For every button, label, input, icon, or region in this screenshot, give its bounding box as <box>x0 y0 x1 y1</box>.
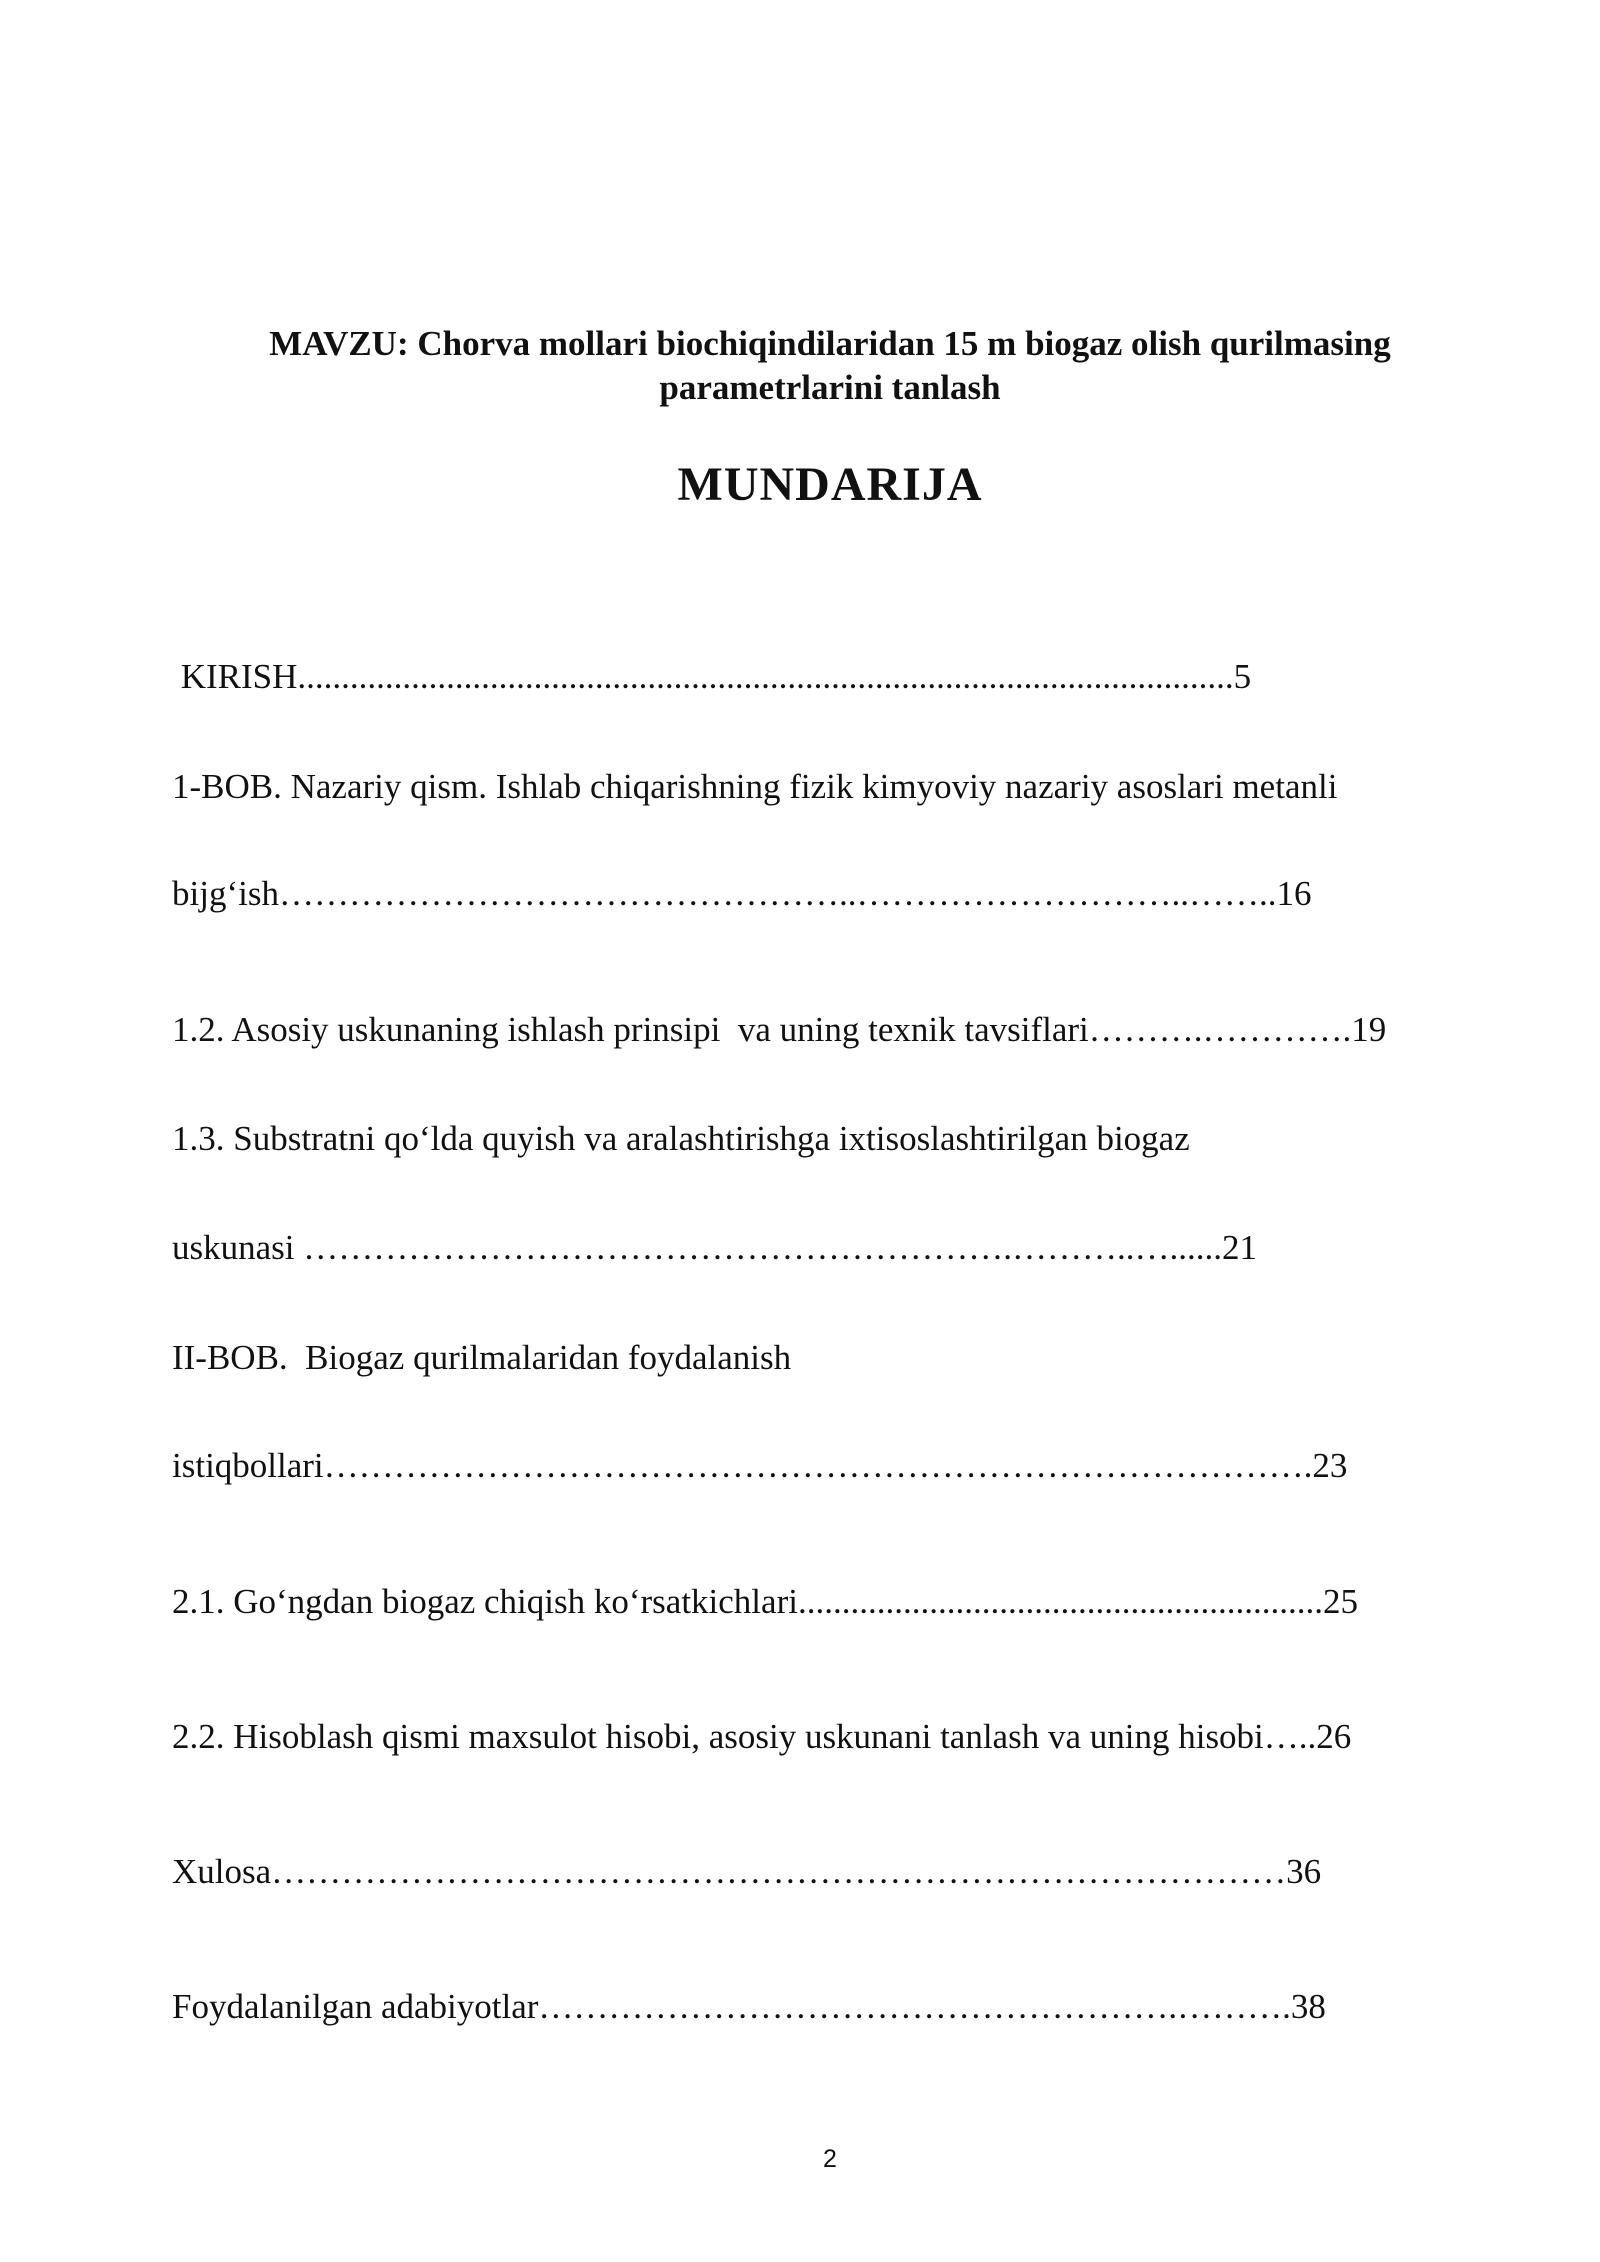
toc-entry-chapter-1-line-1: 1-BOB. Nazariy qism. Ishlab chiqarishning fizik kimyoviy nazariy asoslari metanli <box>172 767 1338 806</box>
toc-entry-references: Foydalanilgan adabiyotlar……………………………………………….……….38 <box>172 1987 1326 2026</box>
toc-entry-chapter-2-line-1: II-BOB. Biogaz qurilmalaridan foydalanish <box>172 1338 792 1377</box>
toc-entry-xulosa: Xulosa……………………………………………………………………………36 <box>172 1852 1322 1891</box>
toc-entry-chapter-2-line-2: istiqbollari………………………………………………………………………….23 <box>172 1446 1348 1485</box>
toc-entry-1-2: 1.2. Asosiy uskunaning ishlash prinsipi va uning texnik tavsiflari……….………….19 <box>172 1010 1387 1049</box>
toc-entry-1-3-line-2: uskunasi …………………………………………………….………..…......21 <box>172 1228 1257 1267</box>
toc-entry-kirish: KIRISH...........................................................................................................5 <box>172 657 1252 696</box>
topic-title: MAVZU: Chorva mollari biochiqindilaridan 15 m biogaz olish qurilmasing parametrlarini tanlash <box>269 324 1391 407</box>
toc-entry-1-3-line-1: 1.3. Substratni qo‘lda quyish va aralashtirishga ixtisoslashtirilgan biogaz <box>172 1119 1190 1158</box>
contents-heading: MUNDARIJA <box>677 458 983 511</box>
toc-entry-2-1: 2.1. Go‘ngdan biogaz chiqish ko‘rsatkichlari............................................................25 <box>172 1582 1358 1621</box>
toc-entry-chapter-1-line-2: bijg‘ish…………………………………………..………………………..……..16 <box>172 874 1312 913</box>
toc-entry-2-2: 2.2. Hisoblash qismi maxsulot hisobi, asosiy uskunani tanlash va uning hisobi…..26 <box>172 1717 1352 1756</box>
page-number: 2 <box>823 2145 837 2173</box>
